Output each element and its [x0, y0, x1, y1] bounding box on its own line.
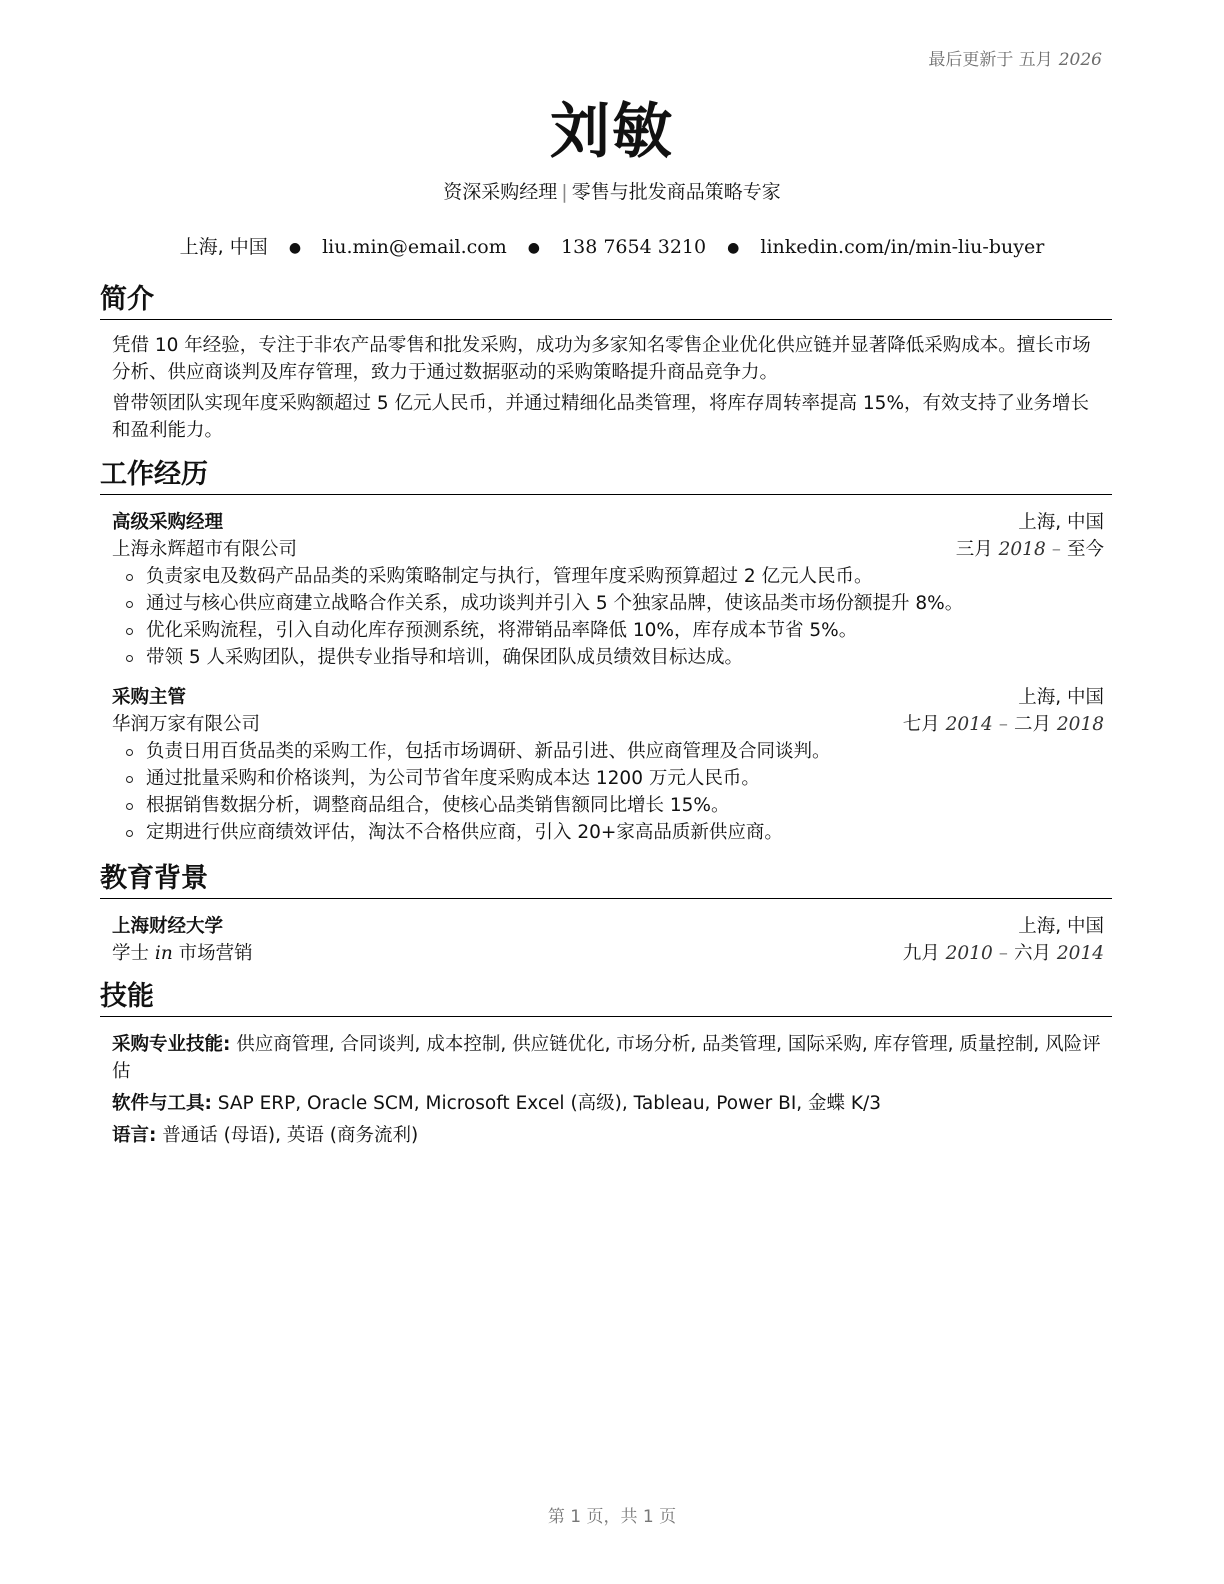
major: 市场营销	[178, 943, 253, 964]
end-year: 2014	[1056, 943, 1104, 964]
education-dates: 九月 2010 – 六月 2014	[902, 943, 1104, 964]
list-item: 通过批量采购和价格谈判，为公司节省年度采购成本达 1200 万元人民币。	[126, 765, 1104, 792]
headline	[0, 177, 1224, 204]
degree	[112, 940, 253, 967]
job-title: 资深采购经理	[443, 181, 558, 203]
job-title: 采购主管	[112, 687, 187, 708]
job-location: 上海, 中国	[1018, 687, 1104, 708]
company-name: 上海永辉超市有限公司	[112, 539, 298, 560]
bullet-separator: ●	[727, 240, 740, 256]
section-title-skills: 技能	[100, 980, 1112, 1017]
start-month: 三月	[955, 539, 993, 560]
last-updated-year: 2026	[1058, 50, 1102, 70]
bullet-separator: ●	[288, 240, 302, 256]
contact-location: 上海, 中国	[179, 236, 268, 258]
contact-linkedin[interactable]: linkedin.com/in/min-liu-buyer	[760, 236, 1045, 258]
summary-paragraph: 凭借 10 年经验，专注于非农产品零售和批发采购，成功为多家知名零售企业优化供应链并显著降低采购成本。擅长市场分析、供应商谈判及库存管理，致力于通过数据驱动的采购策略提升商品竞争力。	[112, 335, 1091, 383]
start-month: 七月	[902, 714, 940, 735]
list-item: 定期进行供应商绩效评估，淘汰不合格供应商，引入 20+家高品质新供应商。	[126, 819, 1104, 846]
end-year: 2018	[1056, 714, 1104, 735]
education-section	[100, 862, 1112, 967]
skill-label: 采购专业技能:	[112, 1034, 231, 1055]
degree-in: in	[154, 943, 173, 964]
start-year: 2010	[945, 943, 993, 964]
school-name: 上海财经大学	[112, 916, 224, 937]
section-title-experience: 工作经历	[100, 458, 1112, 495]
skill-line	[112, 1122, 1104, 1149]
headline-separator: |	[561, 181, 568, 203]
company-name: 华润万家有限公司	[112, 714, 261, 735]
last-updated-month: 五月	[1018, 50, 1053, 70]
contact-email[interactable]: liu.min@email.com	[322, 236, 507, 258]
job-location: 上海, 中国	[1018, 512, 1104, 533]
page-footer: 第 1 页，共 1 页	[547, 1507, 677, 1527]
skill-label: 语言:	[112, 1125, 157, 1146]
job-entry	[112, 509, 1104, 671]
summary-paragraph: 曾带领团队实现年度采购额超过 5 亿元人民币，并通过精细化品类管理，将库存周转率提高 15%，有效支持了业务增长和盈利能力。	[112, 393, 1090, 441]
job-title: 高级采购经理	[112, 512, 224, 533]
end-month: 二月	[1014, 714, 1052, 735]
skill-value: 普通话 (母语), 英语 (商务流利)	[162, 1125, 419, 1146]
list-item: 通过与核心供应商建立战略合作关系，成功谈判并引入 5 个独家品牌，使该品类市场份额提升 8%。	[126, 590, 1104, 617]
skill-value: 供应商管理, 合同谈判, 成本控制, 供应链优化, 市场分析, 品类管理, 国际采购, 库存管理, 质量控制, 风险评估	[112, 1034, 1101, 1082]
start-month: 九月	[902, 943, 940, 964]
section-title-education: 教育背景	[100, 862, 1112, 899]
job-entry	[112, 684, 1104, 846]
candidate-name: 刘敏	[550, 97, 674, 167]
skill-label: 软件与工具:	[112, 1093, 212, 1114]
contact-phone[interactable]: 138 7654 3210	[561, 236, 707, 258]
last-updated-label: 最后更新于	[928, 50, 1014, 70]
specialty: 零售与批发商品策略专家	[571, 181, 781, 203]
end-month: 六月	[1014, 943, 1052, 964]
section-title-summary: 简介	[100, 283, 1112, 320]
skills-section	[100, 980, 1112, 1149]
list-item: 负责家电及数码产品品类的采购策略制定与执行，管理年度采购预算超过 2 亿元人民币。	[126, 563, 1104, 590]
start-year: 2018	[998, 539, 1046, 560]
job-bullets	[112, 738, 1104, 846]
job-dates: 七月 2014 – 二月 2018	[902, 714, 1104, 735]
job-dates: 三月 2018 – 至今	[955, 539, 1104, 560]
list-item: 根据销售数据分析，调整商品组合，使核心品类销售额同比增长 15%。	[126, 792, 1104, 819]
list-item: 带领 5 人采购团队，提供专业指导和培训，确保团队成员绩效目标达成。	[126, 644, 1104, 671]
bullet-separator: ●	[527, 240, 540, 256]
degree-level: 学士	[112, 943, 150, 964]
school-location: 上海, 中国	[1018, 916, 1104, 937]
job-bullets	[112, 563, 1104, 671]
start-year: 2014	[945, 714, 993, 735]
end-date: 至今	[1066, 539, 1104, 560]
skill-line	[112, 1090, 1104, 1117]
contact-line	[0, 232, 1224, 259]
experience-section	[100, 458, 1112, 846]
last-updated	[928, 45, 1102, 70]
skill-value: SAP ERP, Oracle SCM, Microsoft Excel (高级), Tableau, Power BI, 金蝶 K/3	[217, 1093, 882, 1114]
summary-section	[100, 283, 1112, 444]
list-item: 负责日用百货品类的采购工作，包括市场调研、新品引进、供应商管理及合同谈判。	[126, 738, 1104, 765]
skill-line	[112, 1031, 1104, 1085]
list-item: 优化采购流程，引入自动化库存预测系统，将滞销品率降低 10%，库存成本节省 5%。	[126, 617, 1104, 644]
